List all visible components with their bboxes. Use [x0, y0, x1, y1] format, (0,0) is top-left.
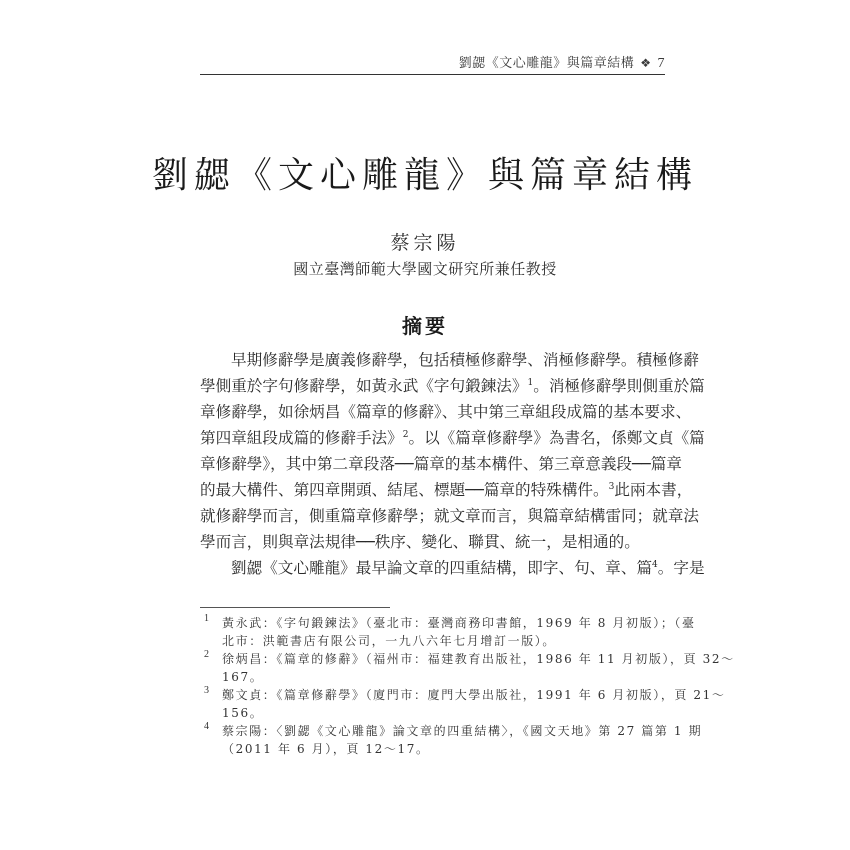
text-run: 第四章組段成篇的修辭手法》 — [200, 429, 403, 447]
text-run: 。字是 — [657, 559, 705, 577]
footnote-text: 黃永武：《字句鍛鍊法》（臺北市：臺灣商務印書館，1969 年 8 月初版）；（臺 — [222, 616, 696, 630]
text-run: 學而言，則與章法規律──秩序、變化、聯貫、統一，是相通的。 — [200, 533, 640, 551]
abstract-line — [200, 347, 699, 373]
abstract-line — [200, 477, 693, 503]
footnote-text: 蔡宗陽：〈劉勰《文心雕龍》論文章的四重結構〉，《國文天地》第 27 篇第 1 期 — [222, 724, 703, 738]
footnote-text: 徐炳昌：《篇章的修辭》（福州市：福建教育出版社，1986 年 11 月初版），頁 32～ — [222, 652, 735, 666]
abstract-line — [200, 529, 666, 555]
author-name: 蔡宗陽 — [390, 232, 460, 254]
author-affiliation: 國立臺灣師範大學國文研究所兼任教授 — [293, 260, 557, 278]
text-run: 學側重於字句修辭學，如黃永武《字句鍛鍊法》 — [200, 377, 528, 395]
footnote-ref[interactable]: 2 — [402, 430, 409, 440]
footnote-text: （2011 年 6 月），頁 12～17。 — [222, 741, 430, 756]
abstract-heading: 摘要 — [402, 314, 448, 338]
footnote-ref[interactable]: 3 — [608, 482, 615, 492]
article-title: 劉勰《文心雕龍》與篇章結構 — [151, 155, 698, 197]
footnote-text: 北市：洪範書店有限公司，一九八六年七月增訂一版）。 — [222, 633, 557, 648]
text-run: 。以《篇章修辭學》為書名，係鄭文貞《篇 — [408, 429, 705, 447]
footnote-number: 3 — [204, 685, 209, 696]
abstract-line — [200, 425, 705, 451]
text-run: 早期修辭學是廣義修辭學，包括積極修辭學、消極修辭學。積極修辭 — [231, 351, 699, 369]
abstract-line — [200, 451, 682, 477]
abstract-line — [200, 555, 705, 581]
abstract-body — [200, 347, 705, 581]
running-header-title: 劉勰《文心雕龍》與篇章結構 — [458, 56, 635, 71]
page-number: 7 — [657, 56, 665, 71]
text-run: 劉勰《文心雕龍》最早論文章的四重結構，即字、句、章、篇 — [231, 559, 653, 577]
footnote-number: 1 — [204, 613, 209, 624]
footnote-number: 4 — [204, 721, 209, 732]
text-run: 的最大構件、第四章開頭、結尾、標題──篇章的特殊構件。 — [200, 481, 609, 499]
text-run: 章修辭學，如徐炳昌《篇章的修辭》、其中第三章組段成篇的基本要求、 — [200, 403, 692, 421]
footnotes — [200, 613, 735, 759]
footnote-ref[interactable]: 4 — [652, 560, 658, 570]
footnote-4 — [200, 721, 703, 758]
footnote-text: 167。 — [222, 669, 264, 684]
abstract-line — [200, 399, 692, 425]
footnote-text: 156。 — [222, 705, 264, 720]
ornament-icon: ❖ — [640, 56, 652, 70]
abstract-line — [200, 503, 700, 529]
text-run: 。消極修辭學則側重於篇 — [533, 377, 705, 395]
text-run: 就修辭學而言，側重篇章修辭學；就文章而言，與篇章結構雷同；就章法 — [200, 507, 700, 525]
footnote-divider — [200, 607, 390, 608]
text-run: 此兩本書， — [614, 481, 693, 499]
footnote-3 — [200, 685, 726, 722]
text-run: 章修辭學》，其中第二章段落──篇章的基本構件、第三章意義段──篇章 — [200, 455, 682, 473]
abstract-line — [200, 373, 705, 399]
footnote-1 — [200, 613, 696, 650]
footnote-number: 2 — [204, 649, 209, 660]
footnote-2 — [200, 649, 735, 686]
footnote-text: 鄭文貞：《篇章修辭學》（廈門市：廈門大學出版社，1991 年 6 月初版），頁 21～ — [222, 688, 726, 702]
footnote-ref[interactable]: 1 — [527, 378, 534, 388]
running-header — [200, 56, 665, 75]
